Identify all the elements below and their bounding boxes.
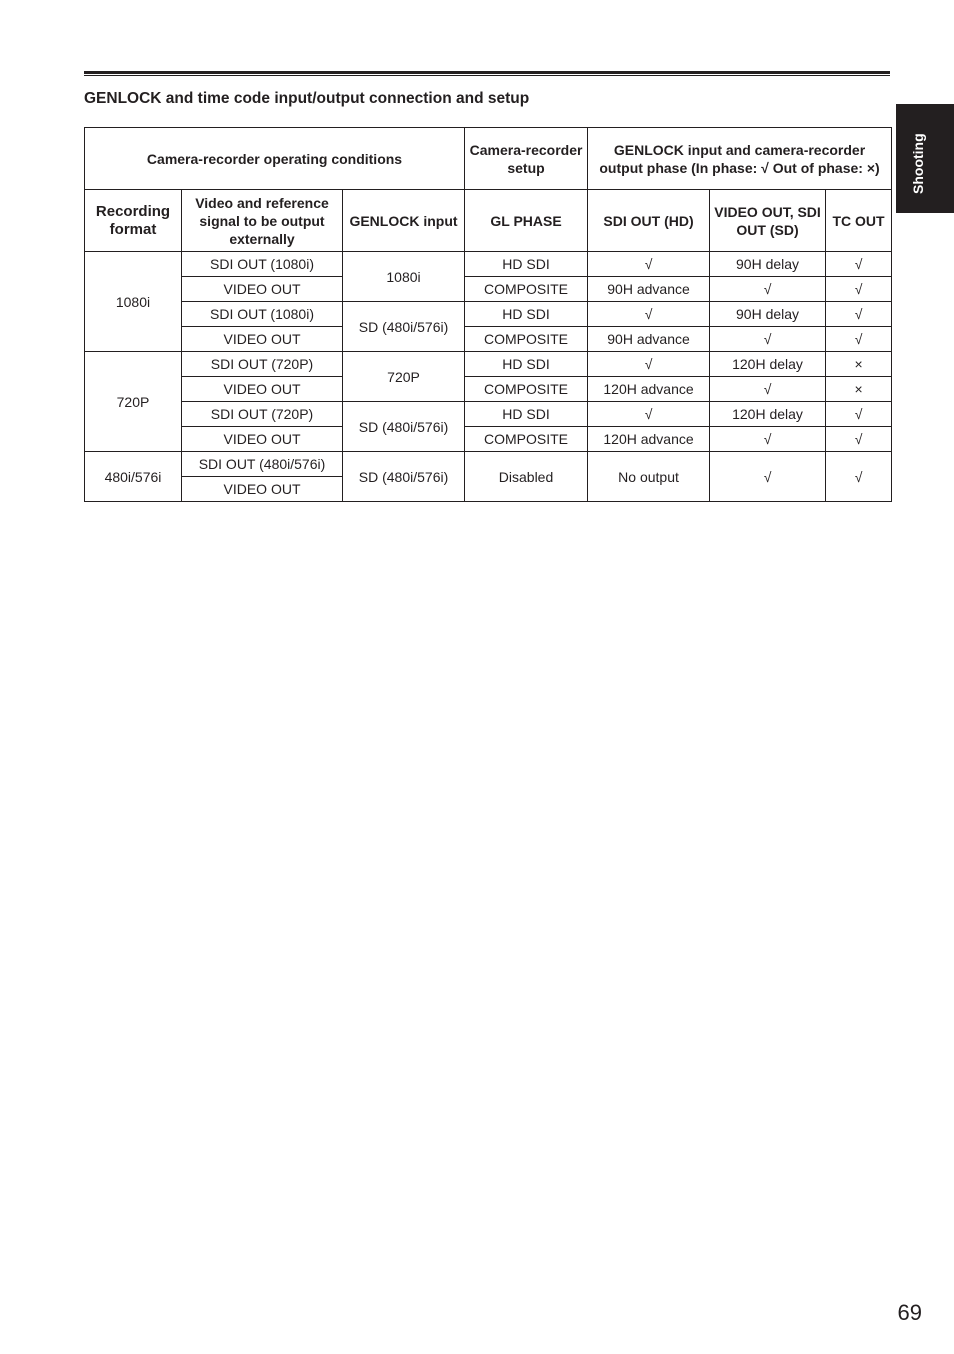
video-out-sd-cell: 90H delay	[710, 252, 826, 277]
gl-phase-cell: HD SDI	[465, 252, 588, 277]
genlock-input-cell: SD (480i/576i)	[343, 402, 465, 452]
signal-cell: SDI OUT (1080i)	[182, 302, 343, 327]
signal-cell: VIDEO OUT	[182, 427, 343, 452]
signal-cell: VIDEO OUT	[182, 477, 343, 502]
sdi-out-hd-cell: No output	[588, 452, 710, 502]
recording-format-cell: 480i/576i	[85, 452, 182, 502]
video-out-sd-cell: √	[710, 452, 826, 502]
signal-cell: SDI OUT (720P)	[182, 352, 343, 377]
video-out-sd-cell: √	[710, 277, 826, 302]
video-out-sd-cell: 90H delay	[710, 302, 826, 327]
sdi-out-hd-header: SDI OUT (HD)	[588, 190, 710, 252]
gl-phase-cell: COMPOSITE	[465, 327, 588, 352]
video-reference-header: Video and reference signal to be output externally	[182, 190, 343, 252]
table-row	[85, 377, 892, 402]
table-row	[85, 302, 892, 327]
genlock-table	[84, 127, 892, 502]
video-out-sd-cell: √	[710, 327, 826, 352]
table-row	[85, 327, 892, 352]
gl-phase-cell: COMPOSITE	[465, 377, 588, 402]
sdi-out-hd-cell: 90H advance	[588, 327, 710, 352]
tc-out-cell: √	[826, 277, 892, 302]
genlock-input-header: GENLOCK input	[343, 190, 465, 252]
header-rule-thick	[84, 71, 890, 74]
sdi-out-hd-cell: 120H advance	[588, 377, 710, 402]
tc-out-cell: √	[826, 402, 892, 427]
genlock-input-cell: 720P	[343, 352, 465, 402]
section-title: GENLOCK and time code input/output connection and setup	[84, 90, 530, 107]
genlock-input-cell: 1080i	[343, 252, 465, 302]
table-row	[85, 252, 892, 277]
table-subheader-row	[85, 190, 892, 252]
signal-cell: VIDEO OUT	[182, 277, 343, 302]
table-row	[85, 352, 892, 377]
tc-out-cell: √	[826, 302, 892, 327]
recording-format-header: Recording format	[85, 190, 182, 252]
phase-header: GENLOCK input and camera-recorder output phase (In phase: √ Out of phase: ×)	[588, 128, 892, 190]
gl-phase-cell: COMPOSITE	[465, 427, 588, 452]
signal-cell: VIDEO OUT	[182, 327, 343, 352]
genlock-input-cell: SD (480i/576i)	[343, 302, 465, 352]
tc-out-cell: ×	[826, 352, 892, 377]
chapter-tab-label: Shooting	[910, 133, 926, 194]
gl-phase-header: GL PHASE	[465, 190, 588, 252]
sdi-out-hd-cell: 90H advance	[588, 277, 710, 302]
gl-phase-cell: HD SDI	[465, 352, 588, 377]
signal-cell: SDI OUT (1080i)	[182, 252, 343, 277]
chapter-tab	[896, 104, 954, 213]
table-row	[85, 402, 892, 427]
sdi-out-hd-cell: √	[588, 302, 710, 327]
gl-phase-cell: COMPOSITE	[465, 277, 588, 302]
tc-out-cell: √	[826, 427, 892, 452]
tc-out-cell: √	[826, 452, 892, 502]
recording-format-cell: 720P	[85, 352, 182, 452]
signal-cell: SDI OUT (720P)	[182, 402, 343, 427]
recording-format-cell: 1080i	[85, 252, 182, 352]
sdi-out-hd-cell: √	[588, 402, 710, 427]
video-out-sd-cell: 120H delay	[710, 402, 826, 427]
signal-cell: SDI OUT (480i/576i)	[182, 452, 343, 477]
header-rule-thin	[84, 75, 890, 76]
genlock-input-cell: SD (480i/576i)	[343, 452, 465, 502]
tc-out-cell: √	[826, 327, 892, 352]
sdi-out-hd-cell: 120H advance	[588, 427, 710, 452]
gl-phase-cell: Disabled	[465, 452, 588, 502]
sdi-out-hd-cell: √	[588, 352, 710, 377]
conditions-header: Camera-recorder operating conditions	[85, 128, 465, 190]
table-row	[85, 427, 892, 452]
video-out-sd-cell: √	[710, 377, 826, 402]
video-out-sd-header: VIDEO OUT, SDI OUT (SD)	[710, 190, 826, 252]
table-row	[85, 277, 892, 302]
signal-cell: VIDEO OUT	[182, 377, 343, 402]
setup-header: Camera-recorder setup	[465, 128, 588, 190]
tc-out-cell: ×	[826, 377, 892, 402]
table-row	[85, 452, 892, 477]
video-out-sd-cell: √	[710, 427, 826, 452]
table-header-row	[85, 128, 892, 190]
tc-out-cell: √	[826, 252, 892, 277]
gl-phase-cell: HD SDI	[465, 302, 588, 327]
sdi-out-hd-cell: √	[588, 252, 710, 277]
gl-phase-cell: HD SDI	[465, 402, 588, 427]
video-out-sd-cell: 120H delay	[710, 352, 826, 377]
tc-out-header: TC OUT	[826, 190, 892, 252]
page-number: 69	[897, 1300, 922, 1325]
